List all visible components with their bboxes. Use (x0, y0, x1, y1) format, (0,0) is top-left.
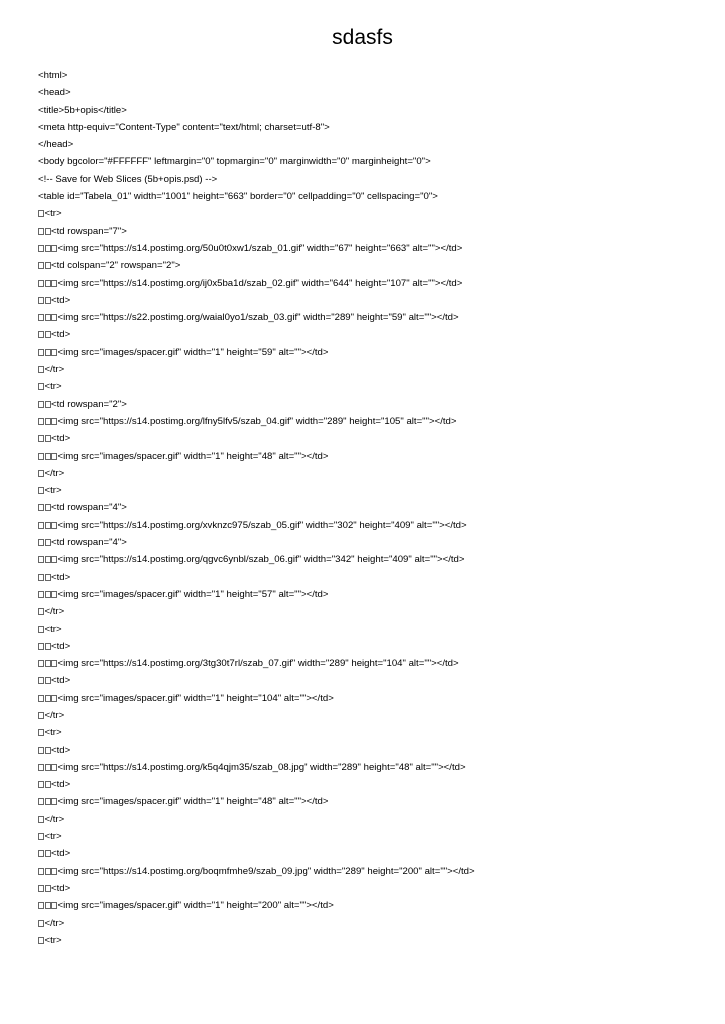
code-line (38, 396, 718, 413)
code-text: <td colspan="2" rowspan="2"> (51, 260, 181, 272)
tab-glyph-icon (45, 902, 51, 909)
code-line (38, 897, 718, 914)
code-text: <img src="images/spacer.gif" width="1" height="59" alt=""></td> (57, 346, 329, 358)
code-line (38, 586, 718, 603)
code-line (38, 309, 718, 326)
tab-glyph-icon (38, 574, 44, 581)
code-listing (38, 67, 718, 949)
code-text: <tr> (44, 485, 62, 497)
code-line (38, 759, 718, 776)
tab-glyph-icon (45, 591, 51, 598)
code-line (38, 413, 718, 430)
indent-marker (38, 863, 58, 880)
code-line (38, 378, 718, 395)
code-text: </tr> (44, 709, 65, 721)
tab-glyph-icon (51, 245, 57, 252)
tab-glyph-icon (51, 660, 57, 667)
code-line (38, 102, 718, 119)
tab-glyph-icon (38, 418, 44, 425)
code-line (38, 257, 718, 274)
indent-marker (38, 326, 51, 343)
code-line (38, 776, 718, 793)
code-line (38, 793, 718, 810)
tab-glyph-icon (38, 383, 44, 390)
code-line (38, 551, 718, 568)
code-text: <td rowspan="7"> (51, 225, 127, 237)
tab-glyph-icon (51, 556, 57, 563)
indent-marker (38, 223, 51, 240)
code-line (38, 655, 718, 672)
code-text: </tr> (44, 467, 65, 479)
tab-glyph-icon (45, 868, 51, 875)
code-text: <img src="https://s14.postimg.org/3tg30t7rl/szab_07.gif" width="289" height="104" alt=""></td> (57, 658, 459, 670)
code-line (38, 430, 718, 447)
tab-glyph-icon (38, 608, 44, 615)
tab-glyph-icon (38, 470, 44, 477)
code-text: <img src="https://s22.postimg.org/waial0yo1/szab_03.gif" width="289" height="59" alt=""></td> (57, 312, 459, 324)
code-line (38, 672, 718, 689)
indent-marker (38, 499, 51, 516)
tab-glyph-icon (45, 885, 51, 892)
tab-glyph-icon (38, 245, 44, 252)
tab-glyph-icon (38, 798, 44, 805)
tab-glyph-icon (38, 435, 44, 442)
tab-glyph-icon (38, 280, 44, 287)
code-text: <img src="images/spacer.gif" width="1" height="104" alt=""></td> (57, 692, 334, 704)
tab-glyph-icon (38, 556, 44, 563)
code-line (38, 724, 718, 741)
code-text: <td> (51, 882, 71, 894)
code-text: <table id="Tabela_01" width="1001" height="663" border="0" cellpadding="0" cellspacing="0"> (38, 191, 438, 203)
tab-glyph-icon (38, 729, 44, 736)
indent-marker (38, 897, 58, 914)
code-text: <img src="images/spacer.gif" width="1" height="57" alt=""></td> (57, 588, 329, 600)
tab-glyph-icon (45, 401, 51, 408)
indent-marker (38, 742, 51, 759)
tab-glyph-icon (51, 798, 57, 805)
code-text: <td rowspan="4"> (51, 502, 127, 514)
tab-glyph-icon (38, 228, 44, 235)
tab-glyph-icon (38, 660, 44, 667)
code-line (38, 880, 718, 897)
code-text: <!-- Save for Web Slices (5b+opis.psd) --> (38, 173, 218, 185)
code-line (38, 534, 718, 551)
code-text: <td> (51, 640, 71, 652)
indent-marker (38, 776, 51, 793)
code-text: <td> (51, 571, 71, 583)
code-line (38, 326, 718, 343)
indent-marker (38, 534, 51, 551)
indent-marker (38, 344, 58, 361)
tab-glyph-icon (38, 591, 44, 598)
tab-glyph-icon (45, 297, 51, 304)
tab-glyph-icon (38, 297, 44, 304)
code-line (38, 638, 718, 655)
code-text: <img src="images/spacer.gif" width="1" height="48" alt=""></td> (57, 796, 329, 808)
tab-glyph-icon (45, 643, 51, 650)
code-text: <tr> (44, 831, 62, 843)
code-text: </tr> (44, 606, 65, 618)
tab-glyph-icon (51, 522, 57, 529)
tab-glyph-icon (51, 695, 57, 702)
code-text: <td> (51, 329, 71, 341)
tab-glyph-icon (45, 747, 51, 754)
code-text: </tr> (44, 364, 65, 376)
code-line (38, 915, 718, 932)
code-text: <td rowspan="2"> (51, 398, 127, 410)
code-line (38, 275, 718, 292)
tab-glyph-icon (45, 660, 51, 667)
code-text: <img src="images/spacer.gif" width="1" height="200" alt=""></td> (57, 900, 334, 912)
code-text: <td> (51, 433, 71, 445)
tab-glyph-icon (45, 418, 51, 425)
indent-marker (38, 845, 51, 862)
tab-glyph-icon (45, 314, 51, 321)
tab-glyph-icon (45, 798, 51, 805)
tab-glyph-icon (38, 626, 44, 633)
indent-marker (38, 292, 51, 309)
code-line (38, 621, 718, 638)
code-text: <td rowspan="4"> (51, 537, 127, 549)
tab-glyph-icon (51, 764, 57, 771)
tab-glyph-icon (45, 695, 51, 702)
tab-glyph-icon (38, 210, 44, 217)
indent-marker (38, 396, 51, 413)
code-text: <img src="https://s14.postimg.org/xvknzc975/szab_05.gif" width="302" height="409" alt=""></td> (57, 519, 467, 531)
indent-marker (38, 672, 51, 689)
code-text: <tr> (44, 727, 62, 739)
code-text: <tr> (44, 208, 62, 220)
code-line (38, 863, 718, 880)
indent-marker (38, 655, 58, 672)
indent-marker (38, 690, 58, 707)
tab-glyph-icon (45, 539, 51, 546)
tab-glyph-icon (38, 487, 44, 494)
code-line (38, 119, 718, 136)
tab-glyph-icon (38, 764, 44, 771)
code-text: <tr> (44, 934, 62, 946)
tab-glyph-icon (45, 677, 51, 684)
indent-marker (38, 240, 58, 257)
indent-marker (38, 257, 51, 274)
tab-glyph-icon (38, 833, 44, 840)
code-line (38, 344, 718, 361)
code-line (38, 828, 718, 845)
code-text: </tr> (44, 813, 65, 825)
indent-marker (38, 793, 58, 810)
code-text: <td> (51, 294, 71, 306)
tab-glyph-icon (51, 418, 57, 425)
tab-glyph-icon (38, 262, 44, 269)
tab-glyph-icon (45, 764, 51, 771)
code-text: <img src="https://s14.postimg.org/qgvc6ynbl/szab_06.gif" width="342" height="409" alt=""></td> (57, 554, 465, 566)
indent-marker (38, 430, 51, 447)
code-text: <img src="https://s14.postimg.org/k5q4qjm35/szab_08.jpg" width="289" height="48" alt=""></td> (57, 761, 466, 773)
code-text: </tr> (44, 917, 65, 929)
indent-marker (38, 551, 58, 568)
tab-glyph-icon (38, 539, 44, 546)
tab-glyph-icon (51, 314, 57, 321)
code-text: <meta http-equiv="Content-Type" content="text/html; charset=utf-8"> (38, 121, 330, 133)
code-line (38, 517, 718, 534)
tab-glyph-icon (38, 850, 44, 857)
code-line (38, 223, 718, 240)
code-text: <td> (51, 779, 71, 791)
tab-glyph-icon (38, 885, 44, 892)
tab-glyph-icon (51, 280, 57, 287)
indent-marker (38, 759, 58, 776)
code-line (38, 292, 718, 309)
tab-glyph-icon (45, 850, 51, 857)
tab-glyph-icon (38, 331, 44, 338)
tab-glyph-icon (45, 262, 51, 269)
code-text: <html> (38, 70, 68, 81)
tab-glyph-icon (45, 245, 51, 252)
code-line (38, 742, 718, 759)
tab-glyph-icon (38, 747, 44, 754)
code-line (38, 84, 718, 101)
tab-glyph-icon (38, 522, 44, 529)
code-line (38, 171, 718, 188)
tab-glyph-icon (38, 366, 44, 373)
tab-glyph-icon (38, 504, 44, 511)
code-line (38, 136, 718, 153)
page-title: sdasfs (332, 26, 393, 49)
code-line (38, 153, 718, 170)
code-line (38, 448, 718, 465)
code-line (38, 188, 718, 205)
tab-glyph-icon (38, 401, 44, 408)
tab-glyph-icon (45, 280, 51, 287)
tab-glyph-icon (38, 695, 44, 702)
code-line (38, 845, 718, 862)
code-line (38, 240, 718, 257)
code-line (38, 482, 718, 499)
tab-glyph-icon (38, 781, 44, 788)
code-line (38, 205, 718, 222)
tab-glyph-icon (38, 902, 44, 909)
tab-glyph-icon (38, 712, 44, 719)
indent-marker (38, 448, 58, 465)
code-line (38, 67, 718, 84)
tab-glyph-icon (38, 937, 44, 944)
tab-glyph-icon (45, 331, 51, 338)
code-line (38, 603, 718, 620)
code-text: <img src="images/spacer.gif" width="1" height="48" alt=""></td> (57, 450, 329, 462)
code-text: <tr> (44, 623, 62, 635)
tab-glyph-icon (45, 574, 51, 581)
tab-glyph-icon (38, 643, 44, 650)
indent-marker (38, 517, 58, 534)
code-line (38, 811, 718, 828)
tab-glyph-icon (38, 816, 44, 823)
indent-marker (38, 638, 51, 655)
code-line (38, 932, 718, 949)
code-text: <td> (51, 675, 71, 687)
tab-glyph-icon (38, 868, 44, 875)
tab-glyph-icon (45, 453, 51, 460)
tab-glyph-icon (45, 556, 51, 563)
code-text: <img src="https://s14.postimg.org/ij0x5ba1d/szab_02.gif" width="644" height="107" alt=""></td> (57, 277, 463, 289)
code-text: <img src="https://s14.postimg.org/boqmfmhe9/szab_09.jpg" width="289" height="200" alt=""></td> (57, 865, 475, 877)
indent-marker (38, 569, 51, 586)
indent-marker (38, 413, 58, 430)
code-line (38, 690, 718, 707)
tab-glyph-icon (45, 504, 51, 511)
code-text: <body bgcolor="#FFFFFF" leftmargin="0" topmargin="0" marginwidth="0" marginheight="0"> (38, 156, 431, 168)
tab-glyph-icon (51, 349, 57, 356)
tab-glyph-icon (45, 435, 51, 442)
tab-glyph-icon (38, 920, 44, 927)
tab-glyph-icon (45, 522, 51, 529)
code-text: <head> (38, 87, 71, 99)
tab-glyph-icon (38, 349, 44, 356)
indent-marker (38, 309, 58, 326)
code-text: <img src="https://s14.postimg.org/50u0t0xw1/szab_01.gif" width="67" height="663" alt=""></td> (57, 242, 463, 254)
tab-glyph-icon (51, 453, 57, 460)
code-text: <title>5b+opis</title> (38, 104, 127, 116)
tab-glyph-icon (51, 591, 57, 598)
tab-glyph-icon (51, 868, 57, 875)
code-text: <tr> (44, 381, 62, 393)
indent-marker (38, 275, 58, 292)
tab-glyph-icon (45, 228, 51, 235)
tab-glyph-icon (38, 677, 44, 684)
tab-glyph-icon (45, 349, 51, 356)
code-text: <img src="https://s14.postimg.org/lfny5lfv5/szab_04.gif" width="289" height="105" alt=""></td> (57, 415, 457, 427)
tab-glyph-icon (38, 314, 44, 321)
tab-glyph-icon (51, 902, 57, 909)
indent-marker (38, 880, 51, 897)
code-text: <td> (51, 744, 71, 756)
code-text: <td> (51, 848, 71, 860)
code-line (38, 569, 718, 586)
tab-glyph-icon (45, 781, 51, 788)
code-line (38, 499, 718, 516)
code-line (38, 361, 718, 378)
indent-marker (38, 586, 58, 603)
code-line (38, 707, 718, 724)
tab-glyph-icon (38, 453, 44, 460)
code-line (38, 465, 718, 482)
code-text: </head> (38, 139, 74, 151)
